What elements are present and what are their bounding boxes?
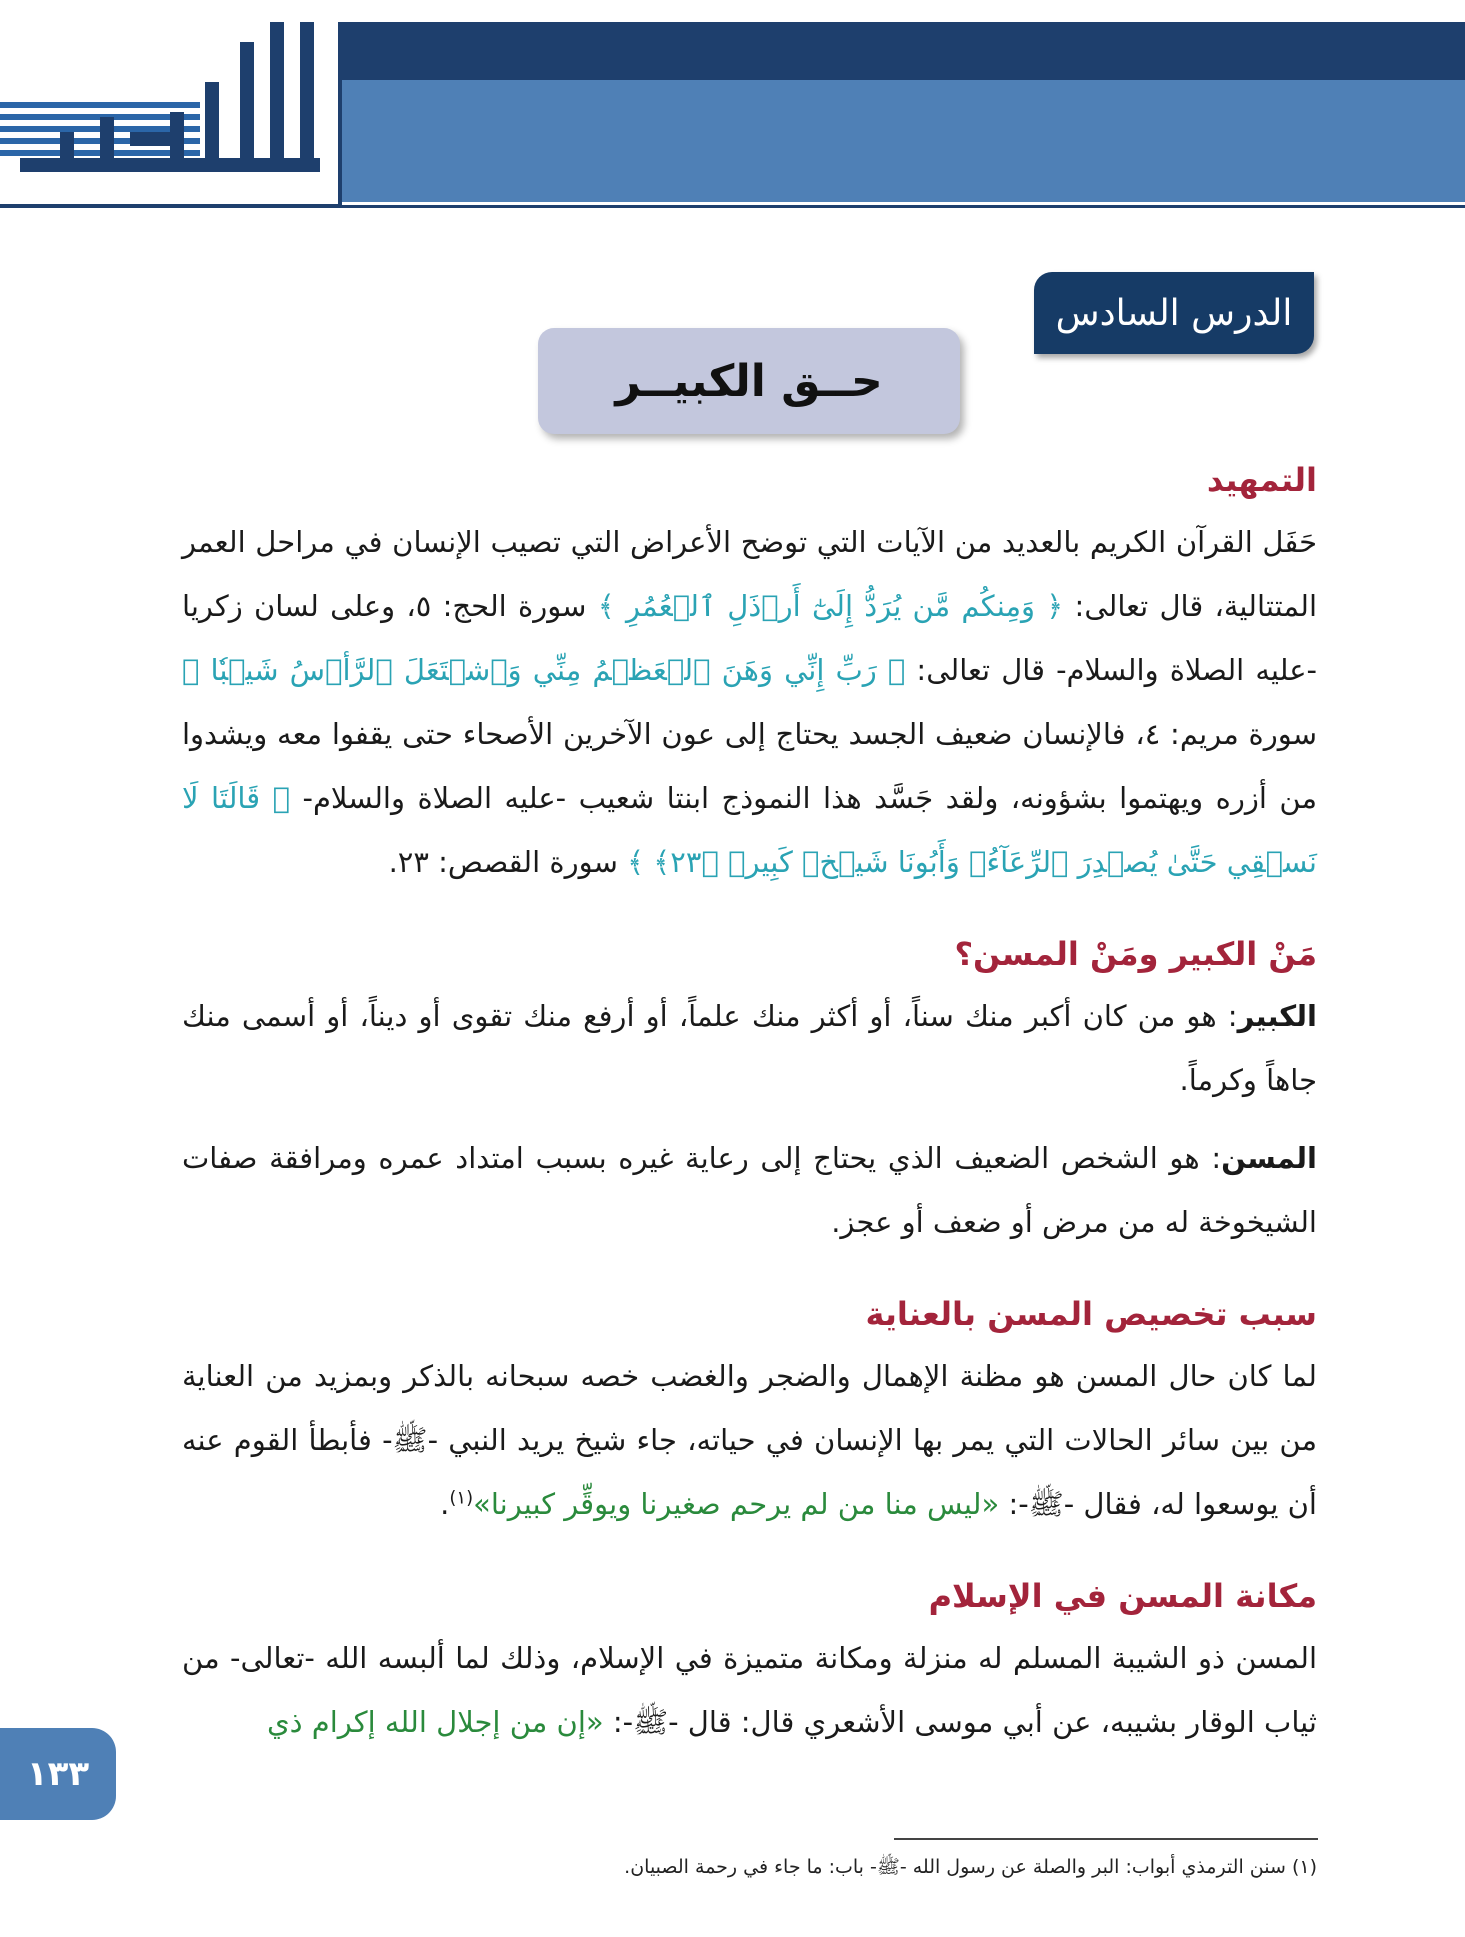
reason-text: لما كان حال المسن هو مظنة الإهمال والضجر والغضب خصه سبحانه بالذكر وبمزيد من العناية من بين سائر الحالات التي يمر بها الإنسان في حياته، جاء شيخ يريد النبي -ﷺ- فأبطأ القوم عنه أن يوسعوا له، فقال -ﷺ-: xyxy=(182,1359,1317,1521)
section-heading-reason: سبب تخصيص المسن بالعناية xyxy=(865,1295,1317,1333)
hadith-2: «إن من إجلال الله إكرام ذي xyxy=(266,1705,604,1739)
intro-paragraph xyxy=(182,510,1317,894)
status-paragraph xyxy=(182,1626,1317,1754)
definition-musinn-text: : هو الشخص الضعيف الذي يحتاج إلى رعاية غيره بسبب امتداد عمره ومرافقة صفات الشيخوخة له من مرض أو ضعف أو عجز. xyxy=(182,1141,1317,1239)
section-heading-intro: التمهيد xyxy=(1206,461,1317,499)
page-number: ١٣٣ xyxy=(0,1728,116,1820)
reason-text-end: . xyxy=(440,1487,450,1521)
lesson-title: حــق الكبيــر xyxy=(538,328,960,434)
intro-text-4: سورة القصص: ٢٣. xyxy=(388,845,628,879)
footnote-divider xyxy=(894,1838,1318,1840)
quran-verse-2: ﴿ رَبِّ إِنِّي وَهَنَ ٱلۡعَظۡمُ مِنِّي وَٱشۡتَعَلَ ٱلرَّأۡسُ شَيۡبٗا ﴾ xyxy=(182,653,906,687)
lesson-number-badge: الدرس السادس xyxy=(1034,272,1314,354)
book-logo xyxy=(0,22,342,208)
hadith-1: «ليس منا من لم يرحم صغيرنا ويوقِّر كبيرنا» xyxy=(473,1487,1000,1521)
quran-verse-1: ﴿ وَمِنكُم مَّن يُرَدُّ إِلَىٰٓ أَرۡذَلِ ٱلۡعُمُرِ ﴾ xyxy=(597,589,1064,623)
intro-text-3: سورة مريم: ٤، فالإنسان ضعيف الجسد يحتاج إلى عون الآخرين الأصحاء حتى يقفوا معه ويشدوا من أزره ويهتموا بشؤونه، ولقد جَسَّد هذا النموذج ابنتا شعيب -عليه الصلاة والسلام- xyxy=(182,717,1318,815)
footnote: (١) سنن الترمذي أبواب: البر والصلة عن رسول الله -ﷺ- باب: ما جاء في رحمة الصبيان. xyxy=(624,1856,1317,1878)
intro-text-2: سورة الحج: ٥، وعلى لسان زكريا -عليه الصلاة والسلام- قال تعالى: xyxy=(182,589,1318,687)
reason-paragraph xyxy=(182,1344,1317,1536)
definition-musinn xyxy=(182,1126,1317,1254)
quran-verse-3: ﴿ قَالَتَا لَا نَسۡقِي حَتَّىٰ يُصۡدِرَ ٱلرِّعَآءُۖ وَأَبُونَا شَيۡخٞ كَبِيرٞ ﴿٢٣﴾ ﴾ xyxy=(182,781,1317,879)
intro-text-1: حَفَل القرآن الكريم بالعديد من الآيات التي توضح الأعراض التي تصيب الإنسان في مراحل العمر المتتالية، قال تعالى: xyxy=(182,525,1318,623)
section-heading-definitions: مَنْ الكبير ومَنْ المسن؟ xyxy=(954,935,1317,973)
status-text: المسن ذو الشيبة المسلم له منزلة ومكانة متميزة في الإسلام، وذلك لما ألبسه الله -تعالى- من ثياب الوقار بشيبه، عن أبي موسى الأشعري قال: قال -ﷺ-: xyxy=(182,1641,1317,1739)
logo-calligraphy-icon xyxy=(0,22,330,202)
term-kabir: الكبير xyxy=(1237,999,1317,1033)
definition-kabir-text: : هو من كان أكبر منك سناً، أو أكثر منك علماً، أو أرفع منك تقوى أو ديناً، أو أسمى منك جاهاً وكرماً. xyxy=(182,999,1317,1097)
lesson-content xyxy=(182,450,1317,1754)
definition-kabir xyxy=(182,984,1317,1112)
term-musinn: المسن xyxy=(1221,1141,1317,1175)
footnote-marker[interactable]: (١) xyxy=(449,1487,474,1509)
section-heading-status: مكانة المسن في الإسلام xyxy=(928,1577,1317,1615)
